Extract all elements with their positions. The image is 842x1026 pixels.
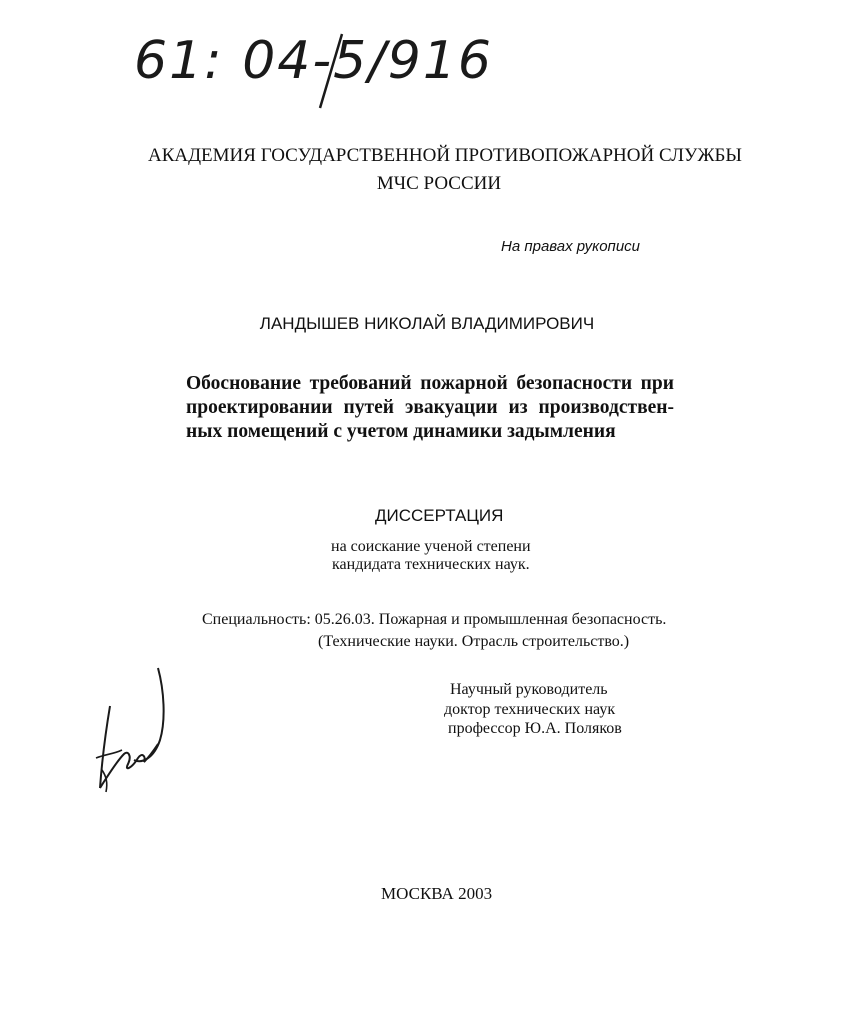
work-type: ДИССЕРТАЦИЯ bbox=[375, 506, 504, 525]
archive-code-text: 61: 04-5/916 bbox=[134, 31, 494, 91]
title-line-2: проектировании путей эвакуации из производствен- bbox=[186, 397, 674, 418]
author-name: ЛАНДЫШЕВ НИКОЛАЙ ВЛАДИМИРОВИЧ bbox=[259, 314, 595, 333]
city-year: МОСКВА 2003 bbox=[381, 884, 493, 903]
supervisor-degree: доктор технических наук bbox=[444, 701, 616, 718]
degree-line-2: кандидата технических наук. bbox=[332, 556, 530, 573]
supervisor-label: Научный руководитель bbox=[450, 681, 608, 698]
title-line-1: Обоснование требований пожарной безопасности при bbox=[186, 373, 674, 394]
specialty-line-1: Специальность: 05.26.03. Пожарная и промышленная безопасность. bbox=[202, 611, 667, 628]
handwritten-signature bbox=[88, 660, 178, 800]
title-line-3: ных помещений с учетом динамики задымления bbox=[186, 421, 616, 442]
rights-note: На правах рукописи bbox=[501, 238, 640, 255]
supervisor-name: профессор Ю.А. Поляков bbox=[448, 720, 622, 737]
organization-ministry: МЧС РОССИИ bbox=[376, 173, 502, 194]
specialty-line-2: (Технические науки. Отрасль строительство.) bbox=[318, 633, 630, 650]
handwritten-archive-code bbox=[130, 16, 494, 112]
dissertation-title bbox=[186, 372, 674, 444]
organization-name: АКАДЕМИЯ ГОСУДАРСТВЕННОЙ ПРОТИВОПОЖАРНОЙ СЛУЖБЫ bbox=[147, 145, 742, 166]
degree-line-1: на соискание ученой степени bbox=[331, 538, 531, 555]
